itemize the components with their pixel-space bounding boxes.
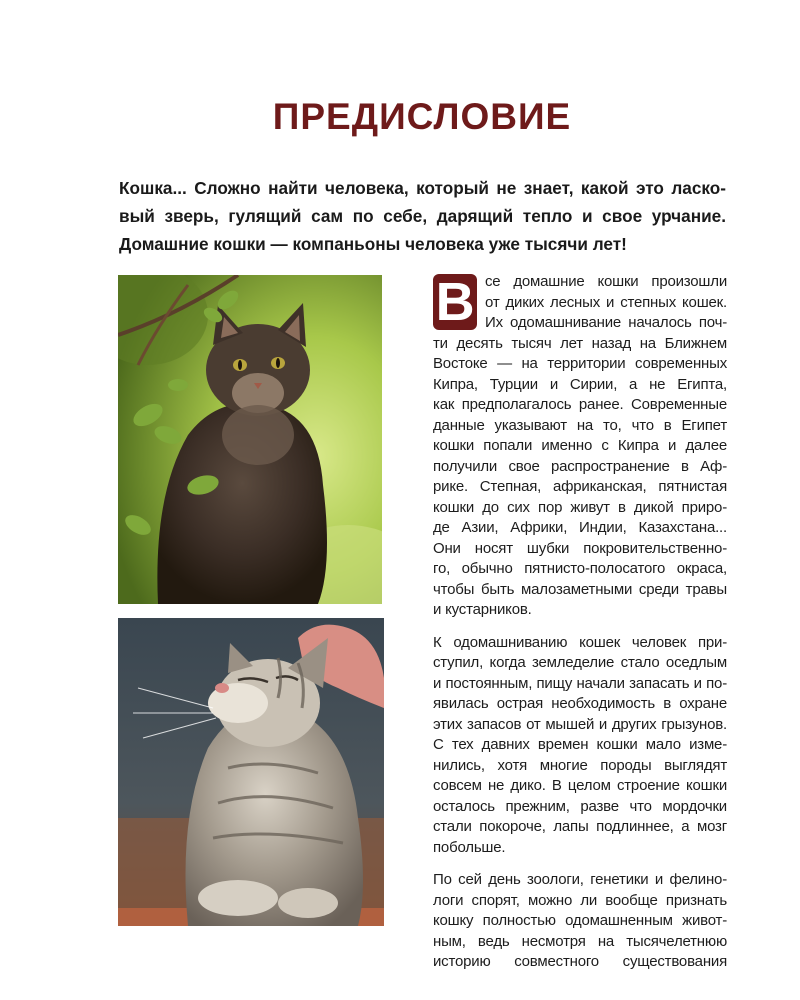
drop-cap: В (433, 274, 477, 330)
text-line: совсем не дико. В целом строение кошки (433, 777, 727, 794)
text-line: и кустарников. (433, 601, 532, 618)
text-line: кошку полностью одомашненным живот- (433, 912, 727, 929)
lead-line: вый зверь, гулящий сам по себе, дарящий тепло и свое урчание. (119, 206, 726, 226)
lead-paragraph (119, 174, 726, 258)
text-line: се домашние кошки произошли (485, 273, 727, 290)
text-line: го, обычно пятнисто-полосатого окраса, (433, 560, 727, 577)
text-line: стали покороче, лапы подлиннее, а мозг (433, 818, 727, 835)
text-line: С тех давних времен кошки мало изме- (433, 736, 727, 753)
lead-line: Кошка... Сложно найти человека, который не знает, какой это ласко- (119, 178, 726, 198)
text-line: историю совместного существования (433, 953, 727, 970)
text-line: осталось прежним, разве что мордочки (433, 797, 727, 815)
text-line: К одомашниванию кошек человек при- (433, 633, 727, 651)
text-line: нились, хотя многие породы выглядят (433, 756, 727, 774)
text-line: от диких лесных и степных кошек. (485, 293, 727, 311)
text-line: как предполагалось ранее. Современные (433, 396, 727, 413)
photo-cat-in-foliage (118, 275, 382, 604)
cat-petted-image (118, 618, 384, 926)
text-line: кошки попали именно с Кипра и далее (433, 437, 727, 454)
text-line: Их одомашнивание началось поч- (485, 314, 727, 331)
text-line: Востоке — на территории современных (433, 355, 727, 372)
text-line: побольше. (433, 838, 506, 856)
paragraph-1 (433, 272, 727, 621)
paragraph-3 (433, 870, 727, 973)
paragraph-2 (433, 633, 727, 859)
body-text-column (433, 272, 727, 973)
text-line: Кипра, Турции и Сирии, а не Египта, (433, 375, 727, 393)
text-line: По сей день зоологи, генетики и фелино- (433, 871, 727, 888)
text-line: явилась острая необходимость в охране (433, 695, 727, 712)
text-line: этих запасов от мышей и других грызунов. (433, 715, 727, 733)
text-line: данные указывают на то, что в Египет (433, 416, 727, 434)
text-line: и постоянным, пищу начали запасать и по- (433, 674, 727, 692)
text-line: рике. Степная, африканская, пятнистая (433, 478, 727, 495)
text-line: чтобы быть малозаметными среди травы (433, 580, 727, 598)
text-line: ступил, когда земледелие стало оседлым (433, 654, 727, 671)
text-line: кошки до сих пор живут в дикой приро- (433, 498, 727, 516)
cat-foliage-image (118, 275, 382, 604)
text-line: получили свое распространение в Аф- (433, 457, 727, 475)
text-line: ным, ведь несмотря на тысячелетнюю (433, 932, 727, 950)
text-line: Они носят шубки покровительственно- (433, 539, 727, 557)
photo-cat-petted (118, 618, 384, 926)
lead-line: Домашние кошки — компаньоны человека уже тысячи лет! (119, 234, 627, 254)
page-title: ПРЕДИСЛОВИЕ (272, 96, 572, 137)
text-line: ти десять тысяч лет назад на Ближнем (433, 334, 727, 352)
text-line: логи спорят, можно ли вообще признать (433, 891, 727, 909)
text-line: де Азии, Африки, Индии, Казахстана... (433, 519, 727, 536)
